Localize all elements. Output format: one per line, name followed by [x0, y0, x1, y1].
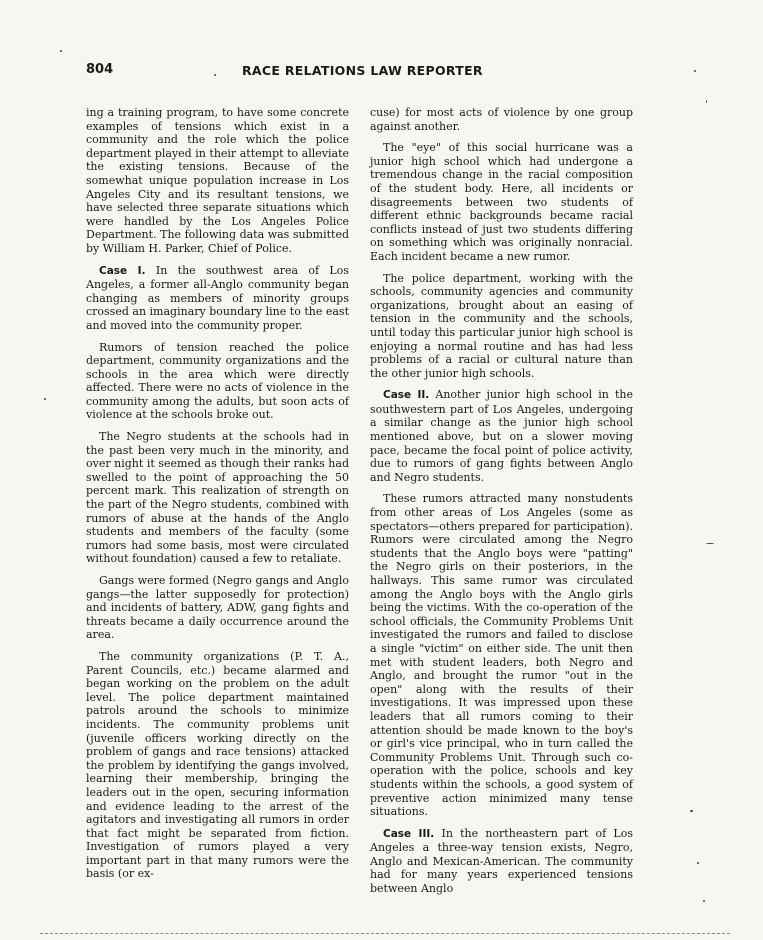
case-3-text: In the northeastern part of Los Angeles a three-way tension exists, Negro, Anglo and Mexican-American. The community had for many years experienced tensions between Anglo	[370, 826, 633, 896]
paragraph-case-3	[370, 827, 633, 896]
scan-speck	[214, 74, 216, 76]
paragraph-gangs-formed: Gangs were formed (Negro gangs and Anglo gangs—the latter supposedly for protection) and incidents of battery, ADW, gang fights and threats became a daily occurrence around the area.	[86, 574, 349, 642]
scan-speck	[706, 100, 707, 103]
scan-speck	[703, 900, 705, 902]
running-title: RACE RELATIONS LAW REPORTER	[242, 63, 483, 78]
scan-speck	[706, 543, 714, 544]
paragraph-negro-students: The Negro students at the schools had in the past been very much in the minority, and over night it seemed as though their ranks had swelled to the point of approaching the 50 percent mark. This realization of strength on the part of the Negro students, combined with rumors of abuse at the hands of the Anglo students and members of the faculty (some rumors had some basis, most were circulated without foundation) caused a few to retaliate.	[86, 430, 349, 566]
case-1-label: Case I.	[99, 264, 146, 277]
scan-speck	[60, 50, 62, 52]
scan-speck	[694, 70, 696, 72]
scan-speck	[697, 862, 699, 864]
page-number: 804	[86, 62, 114, 77]
scan-speck	[44, 398, 46, 400]
scan-bottom-edge	[40, 933, 730, 934]
paragraph-intro-continued: ing a training program, to have some concrete examples of tensions which exist in a community and the role which the police department played in their attempt to alleviate the existing tensions. Because of the somewhat unique population increase in Los Angeles City and its resultant tensions, we have selected three separate situations which were handled by the Los Angeles Police Department. The following data was submitted by William H. Parker, Chief of Police.	[86, 106, 349, 255]
case-1-text: In the southwest area of Los Angeles, a former all-Anglo community began changing as members of minority groups crossed an imaginary boundary line to the east and moved into the community proper.	[86, 263, 350, 332]
paragraph-community-organizations: The community organizations (P. T. A., Parent Councils, etc.) became alarmed and began working on the problem on the adult level. The police department maintained patrols around the schools to minimize incidents. The community problems unit (juvenile officers working directly on the problem of gangs and race tensions) attacked the problem by identifying the gangs involved, learning their membership, bringing the leaders out in the open, securing information and evidence leading to the arrest of the agitators and investigating all rumors in order that fact might be separated from fiction. Investigation of rumors played a very important part in that many rumors were the basis (or ex-	[86, 649, 349, 881]
case-2-text: Another junior high school in the southwestern part of Los Angeles, undergoing a similar change as the junior high school mentioned above, but on a slower moving pace, became the focal point of police activity, due to rumors of gang fights between Anglo and Negro students.	[370, 388, 633, 484]
left-column	[86, 106, 349, 889]
right-column	[370, 106, 633, 904]
paragraph-case-1	[86, 264, 349, 333]
paragraph-case-2	[370, 388, 633, 484]
page-header	[86, 62, 646, 82]
scan-speck	[690, 810, 693, 812]
paragraph-police-department-working: The police department, working with the schools, community agencies and community organizations, brought about an easing of tension in the community and the schools, until today this particular junior high school is enjoying a normal routine and has had less problems of a racial or cultural nature than the other junior high schools.	[370, 271, 633, 380]
case-3-label: Case III.	[383, 827, 435, 840]
paragraph-social-hurricane: The "eye" of this social hurricane was a junior high school which had undergone a tremendous change in the racial composition of the student body. Here, all incidents or disagreements between two students of different ethnic backgrounds became racial conflicts instead of just two students differing on something which was originally nonracial. Each incident became a new rumor.	[370, 141, 633, 263]
paragraph-excuse-continued: cuse) for most acts of violence by one group against another.	[370, 106, 633, 133]
paragraph-rumors-nonstudents: These rumors attracted many nonstudents from other areas of Los Angeles (some as spectators—others prepared for participation). Rumors were circulated among the Negro students that the Anglo boys were "patting" the Negro girls on their posteriors, in the hallways. This same rumor was circulated among the Anglo boys with the Anglo girls being the victims. With the co-operation of the school officials, the Community Problems Unit investigated the rumors and failed to disclose a single "victim" on either side. The unit then met with student leaders, both Negro and Anglo, and brought the rumor "out in the open" along with the results of their investigations. It was impressed upon these leaders that all rumors coming to their attention should be made known to the boy's or girl's vice principal, who in turn called the Community Problems Unit. Through such co-operation with the police, schools and key students within the schools, a good system of preventive action minimized many tense situations.	[370, 492, 633, 819]
case-2-label: Case II.	[383, 389, 430, 402]
paragraph-rumors-tension: Rumors of tension reached the police department, community organizations and the schools in the area which were directly affected. There were no acts of violence in the community among the adults, but soon acts of violence at the schools broke out.	[86, 340, 349, 422]
